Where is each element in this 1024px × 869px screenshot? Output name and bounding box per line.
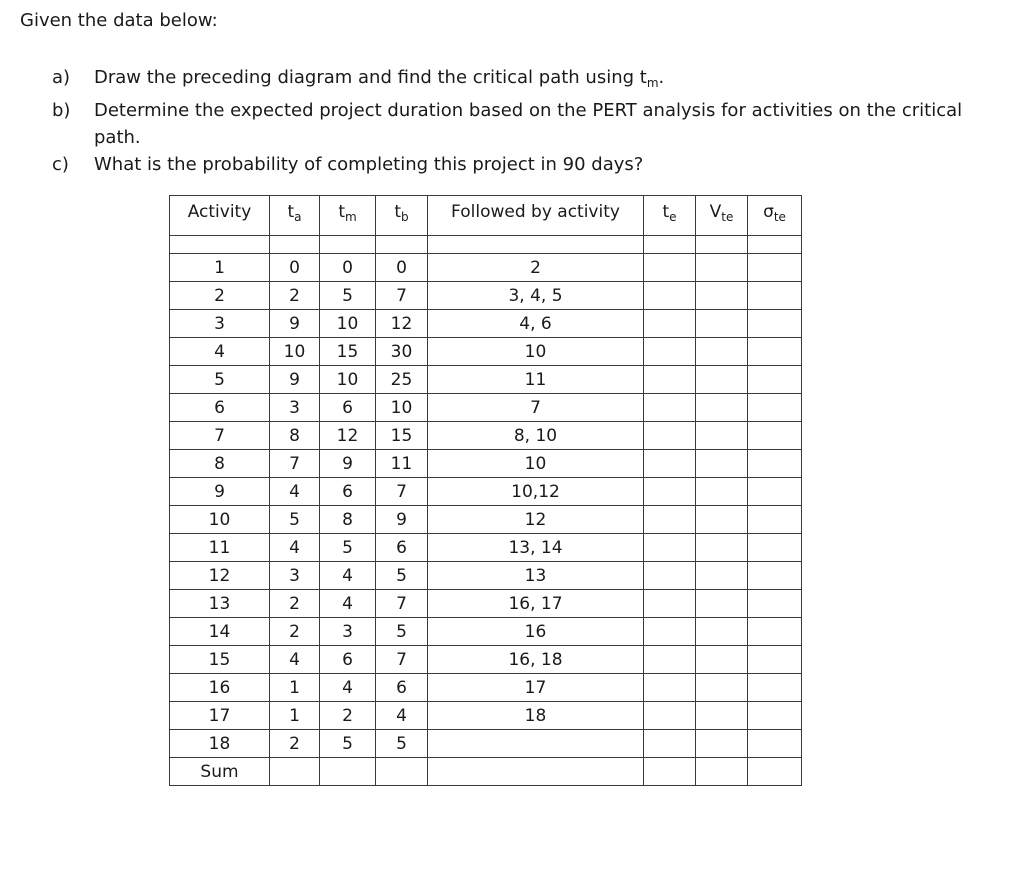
table-body (170, 236, 802, 786)
cell-tm: 10 (320, 310, 376, 338)
cell-ta: 3 (270, 562, 320, 590)
cell-vte-empty (696, 254, 748, 282)
cell-tb: 4 (376, 702, 428, 730)
cell-te-empty (644, 478, 696, 506)
cell-tm: 10 (320, 366, 376, 394)
cell-activity: 14 (170, 618, 270, 646)
cell-activity: 13 (170, 590, 270, 618)
header-base: σ (763, 202, 774, 222)
sum-cell-empty (696, 758, 748, 786)
cell-sigma-te-empty (748, 590, 802, 618)
subscript: te (721, 210, 734, 224)
table-row (170, 366, 802, 394)
cell-tb: 7 (376, 478, 428, 506)
cell-te-empty (644, 394, 696, 422)
cell-followed: 10,12 (428, 478, 644, 506)
cell-tm: 4 (320, 674, 376, 702)
cell-vte-empty (696, 478, 748, 506)
question-label: a) (52, 67, 71, 88)
cell-tb: 6 (376, 534, 428, 562)
header-base: t (394, 202, 402, 222)
cell-vte-empty (696, 674, 748, 702)
cell-ta: 0 (270, 254, 320, 282)
cell-ta: 2 (270, 282, 320, 310)
table-row (170, 534, 802, 562)
cell-followed: 17 (428, 674, 644, 702)
cell-tm: 5 (320, 282, 376, 310)
cell-followed: 13, 14 (428, 534, 644, 562)
table-row (170, 478, 802, 506)
cell-vte-empty (696, 422, 748, 450)
header-followed-by: Followed by activity (428, 196, 644, 236)
table-row (170, 702, 802, 730)
table-row (170, 254, 802, 282)
question-text-tail: . (658, 67, 665, 88)
cell-tb: 0 (376, 254, 428, 282)
cell-sigma-te-empty (748, 254, 802, 282)
table-row (170, 506, 802, 534)
sum-row (170, 758, 802, 786)
cell-te-empty (644, 590, 696, 618)
cell-ta: 2 (270, 618, 320, 646)
header-te (644, 196, 696, 236)
cell-te-empty (644, 618, 696, 646)
cell-tm: 6 (320, 478, 376, 506)
cell-sigma-te-empty (748, 394, 802, 422)
table-row (170, 674, 802, 702)
cell-tb: 6 (376, 674, 428, 702)
cell-tm: 0 (320, 254, 376, 282)
cell-ta: 5 (270, 506, 320, 534)
table-row (170, 310, 802, 338)
cell-ta: 1 (270, 674, 320, 702)
cell-activity: 2 (170, 282, 270, 310)
cell-ta: 2 (270, 730, 320, 758)
cell-activity: 1 (170, 254, 270, 282)
header-tm (320, 196, 376, 236)
table-row (170, 394, 802, 422)
cell-vte-empty (696, 366, 748, 394)
cell-tm: 2 (320, 702, 376, 730)
cell-followed (428, 730, 644, 758)
cell-followed: 13 (428, 562, 644, 590)
cell-ta: 4 (270, 646, 320, 674)
cell-sigma-te-empty (748, 646, 802, 674)
cell-te-empty (644, 702, 696, 730)
cell-vte-empty (696, 702, 748, 730)
question-list (52, 64, 972, 178)
cell-vte-empty (696, 310, 748, 338)
table-row (170, 618, 802, 646)
cell-tb: 5 (376, 618, 428, 646)
cell-tm: 6 (320, 394, 376, 422)
header-activity: Activity (170, 196, 270, 236)
cell-activity: 9 (170, 478, 270, 506)
cell-vte-empty (696, 394, 748, 422)
cell-activity: 6 (170, 394, 270, 422)
cell-ta: 7 (270, 450, 320, 478)
cell-sigma-te-empty (748, 562, 802, 590)
cell-sigma-te-empty (748, 478, 802, 506)
header-base: V (709, 202, 722, 222)
cell-ta: 1 (270, 702, 320, 730)
cell-followed: 4, 6 (428, 310, 644, 338)
cell-vte-empty (696, 338, 748, 366)
cell-te-empty (644, 366, 696, 394)
cell-ta: 4 (270, 478, 320, 506)
table-row (170, 730, 802, 758)
pert-table (169, 195, 802, 786)
cell-activity: 12 (170, 562, 270, 590)
cell-sigma-te-empty (748, 338, 802, 366)
cell-tb: 30 (376, 338, 428, 366)
cell-activity: 4 (170, 338, 270, 366)
table-row (170, 590, 802, 618)
cell-activity: 10 (170, 506, 270, 534)
sum-cell-empty (748, 758, 802, 786)
cell-te-empty (644, 310, 696, 338)
cell-activity: 7 (170, 422, 270, 450)
cell-tb: 12 (376, 310, 428, 338)
cell-followed: 18 (428, 702, 644, 730)
question-a (52, 64, 972, 97)
cell-vte-empty (696, 618, 748, 646)
cell-sigma-te-empty (748, 702, 802, 730)
cell-te-empty (644, 282, 696, 310)
cell-tb: 9 (376, 506, 428, 534)
cell-tm: 5 (320, 730, 376, 758)
header-row (170, 196, 802, 236)
question-b (52, 97, 972, 151)
header-ta (270, 196, 320, 236)
cell-sigma-te-empty (748, 310, 802, 338)
table-row (170, 646, 802, 674)
cell-ta: 4 (270, 534, 320, 562)
cell-te-empty (644, 422, 696, 450)
cell-sigma-te-empty (748, 450, 802, 478)
cell-activity: 8 (170, 450, 270, 478)
cell-sigma-te-empty (748, 506, 802, 534)
cell-sigma-te-empty (748, 730, 802, 758)
sum-cell-empty (644, 758, 696, 786)
cell-followed: 10 (428, 450, 644, 478)
subscript: a (294, 210, 302, 224)
subscript: m (646, 76, 659, 90)
question-c (52, 151, 972, 178)
question-label: b) (52, 100, 71, 121)
cell-followed: 2 (428, 254, 644, 282)
cell-activity: 18 (170, 730, 270, 758)
cell-ta: 8 (270, 422, 320, 450)
cell-tm: 4 (320, 590, 376, 618)
cell-ta: 3 (270, 394, 320, 422)
cell-followed: 8, 10 (428, 422, 644, 450)
table-row (170, 562, 802, 590)
spacer-row (170, 236, 802, 254)
cell-followed: 3, 4, 5 (428, 282, 644, 310)
sum-label: Sum (170, 758, 270, 786)
cell-sigma-te-empty (748, 422, 802, 450)
cell-followed: 16, 18 (428, 646, 644, 674)
cell-vte-empty (696, 562, 748, 590)
cell-tb: 25 (376, 366, 428, 394)
cell-sigma-te-empty (748, 534, 802, 562)
cell-tm: 15 (320, 338, 376, 366)
cell-vte-empty (696, 730, 748, 758)
cell-tm: 9 (320, 450, 376, 478)
cell-tb: 5 (376, 730, 428, 758)
cell-activity: 17 (170, 702, 270, 730)
cell-vte-empty (696, 450, 748, 478)
cell-activity: 11 (170, 534, 270, 562)
cell-tb: 15 (376, 422, 428, 450)
subscript: b (401, 210, 409, 224)
cell-tb: 7 (376, 590, 428, 618)
cell-tb: 11 (376, 450, 428, 478)
cell-te-empty (644, 254, 696, 282)
cell-sigma-te-empty (748, 618, 802, 646)
header-vte (696, 196, 748, 236)
header-base: t (662, 202, 670, 222)
cell-te-empty (644, 562, 696, 590)
table-row (170, 422, 802, 450)
cell-activity: 3 (170, 310, 270, 338)
cell-ta: 9 (270, 310, 320, 338)
cell-te-empty (644, 646, 696, 674)
cell-activity: 16 (170, 674, 270, 702)
cell-sigma-te-empty (748, 282, 802, 310)
cell-tm: 5 (320, 534, 376, 562)
subscript: te (773, 210, 786, 224)
sum-cell-empty (320, 758, 376, 786)
cell-vte-empty (696, 534, 748, 562)
header-sigma-te (748, 196, 802, 236)
question-text-main: Draw the preceding diagram and find the critical path using t (94, 67, 647, 88)
question-text (94, 64, 972, 97)
header-base: t (338, 202, 345, 222)
cell-sigma-te-empty (748, 674, 802, 702)
cell-tb: 5 (376, 562, 428, 590)
cell-te-empty (644, 674, 696, 702)
subscript: e (669, 210, 677, 224)
cell-activity: 5 (170, 366, 270, 394)
table-row (170, 282, 802, 310)
cell-tm: 8 (320, 506, 376, 534)
header-base: t (287, 202, 295, 222)
cell-tb: 7 (376, 282, 428, 310)
sum-cell-empty (376, 758, 428, 786)
cell-te-empty (644, 338, 696, 366)
header-tb (376, 196, 428, 236)
sum-cell-empty (270, 758, 320, 786)
subscript: m (344, 210, 357, 224)
intro-text: Given the data below: (20, 10, 218, 31)
cell-sigma-te-empty (748, 366, 802, 394)
cell-tm: 12 (320, 422, 376, 450)
cell-ta: 9 (270, 366, 320, 394)
question-text: Determine the expected project duration based on the PERT analysis for activities on the critical path. (94, 100, 963, 148)
question-text: What is the probability of completing this project in 90 days? (94, 154, 644, 175)
cell-ta: 2 (270, 590, 320, 618)
cell-tm: 3 (320, 618, 376, 646)
cell-followed: 10 (428, 338, 644, 366)
cell-tb: 10 (376, 394, 428, 422)
cell-vte-empty (696, 282, 748, 310)
cell-vte-empty (696, 646, 748, 674)
cell-followed: 7 (428, 394, 644, 422)
cell-followed: 16, 17 (428, 590, 644, 618)
question-label: c) (52, 154, 69, 175)
cell-te-empty (644, 730, 696, 758)
cell-te-empty (644, 506, 696, 534)
cell-activity: 15 (170, 646, 270, 674)
table-row (170, 450, 802, 478)
cell-te-empty (644, 450, 696, 478)
cell-tb: 7 (376, 646, 428, 674)
cell-ta: 10 (270, 338, 320, 366)
cell-followed: 11 (428, 366, 644, 394)
cell-vte-empty (696, 590, 748, 618)
table-row (170, 338, 802, 366)
cell-vte-empty (696, 506, 748, 534)
cell-followed: 16 (428, 618, 644, 646)
cell-followed: 12 (428, 506, 644, 534)
cell-tm: 4 (320, 562, 376, 590)
sum-cell-empty (428, 758, 644, 786)
cell-tm: 6 (320, 646, 376, 674)
cell-te-empty (644, 534, 696, 562)
